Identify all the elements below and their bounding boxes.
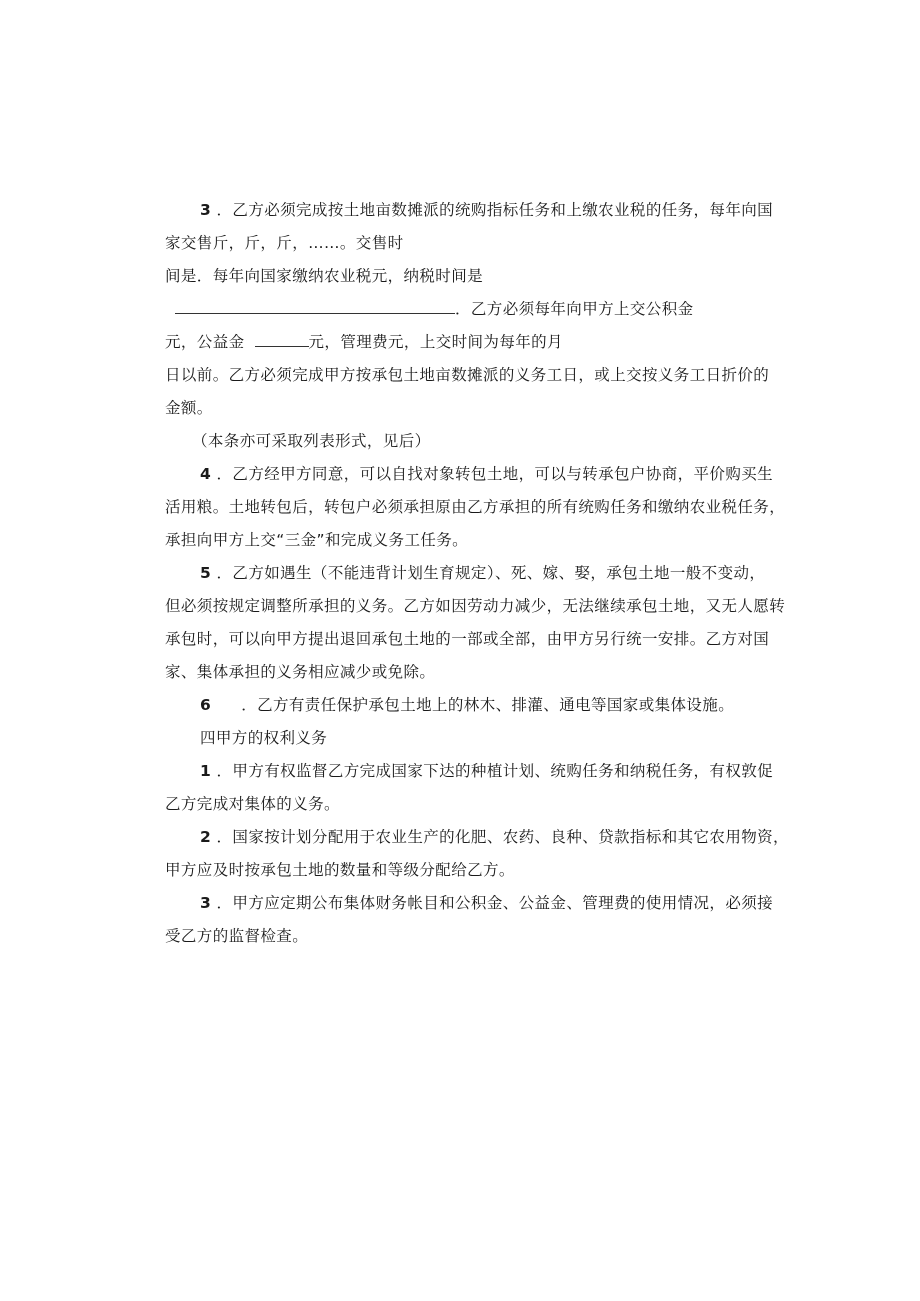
clause-3-line-5 (165, 332, 563, 352)
article-2-line-1 (200, 827, 789, 847)
clause-text: 承包时，可以向甲方提出退回承包土地的一部或全部，由甲方另行统一安排。乙方对国 (165, 630, 770, 648)
clause-number: 4 (200, 465, 212, 483)
clause-number: 3 (200, 201, 212, 219)
note-line (192, 431, 431, 451)
clause-3-line-4 (175, 299, 694, 319)
note-text: （本条亦可采取列表形式，见后） (192, 432, 431, 450)
clause-number: 2 (200, 828, 212, 846)
section-heading (200, 728, 327, 748)
article-1-line-2 (165, 794, 340, 814)
clause-text: 受乙方的监督检查。 (165, 927, 309, 945)
clause-4-line-2 (165, 497, 785, 517)
clause-3-line-1 (200, 200, 773, 220)
clause-text: 但必须按规定调整所承担的义务。乙方如因劳动力减少，无法继续承包土地，又无人愿转 (165, 597, 786, 615)
clause-text: 承担向甲方上交“三金”和完成义务工任务。 (165, 531, 469, 549)
clause-text: ．甲方有权监督乙方完成国家下达的种植计划、统购任务和纳税任务，有权敦促 (216, 762, 774, 780)
clause-text: ．乙方如遇生（不能违背计划生育规定）、死、嫁、娶，承包土地一般不变动， (216, 564, 766, 582)
article-3-line-2 (165, 926, 308, 946)
clause-6-line-1 (200, 695, 734, 715)
article-3-line-1 (200, 893, 773, 913)
clause-text: 间是．每年向国家缴纳农业税元，纳税时间是 (165, 267, 484, 285)
clause-text: 元，公益金 (165, 333, 245, 351)
article-2-line-2 (165, 860, 515, 880)
clause-number: 5 (200, 564, 212, 582)
clause-text: 家交售斤，斤，斤，……。交售时 (165, 234, 404, 252)
clause-text: ．乙方必须每年向甲方上交公积金 (455, 300, 694, 318)
clause-3-line-7 (165, 398, 213, 418)
clause-text: 日以前。乙方必须完成甲方按承包土地亩数摊派的义务工日，或上交按义务工日折价的 (165, 366, 770, 384)
clause-3-line-3 (165, 266, 483, 286)
clause-5-line-3 (165, 629, 769, 649)
clause-text: ．乙方必须完成按土地亩数摊派的统购指标任务和上缴农业税的任务，每年向国 (216, 201, 774, 219)
clause-3-line-2 (165, 233, 404, 253)
clause-text: 金额。 (165, 399, 213, 417)
section-title: 四甲方的权利义务 (200, 729, 328, 747)
clause-5-line-2 (165, 596, 785, 616)
clause-text: ．乙方有责任保护承包土地上的林木、排灌、通电等国家或集体设施。 (241, 696, 735, 714)
clause-text: ．甲方应定期公布集体财务帐目和公积金、公益金、管理费的使用情况，必须接 (216, 894, 774, 912)
clause-number: 3 (200, 894, 212, 912)
fill-in-blank[interactable] (255, 332, 309, 347)
clause-text: ．国家按计划分配用于农业生产的化肥、农药、良种、贷款指标和其它农用物资， (216, 828, 789, 846)
clause-number: 6 (200, 696, 212, 714)
clause-text: 元，管理费元，上交时间为每年的月 (308, 333, 563, 351)
clause-text: 家、集体承担的义务相应减少或免除。 (165, 663, 436, 681)
clause-4-line-3 (165, 530, 468, 550)
clause-4-line-1 (200, 464, 773, 484)
clause-text: ．乙方经甲方同意，可以自找对象转包土地，可以与转承包户协商，平价购买生 (216, 465, 774, 483)
clause-text: 乙方完成对集体的义务。 (165, 795, 340, 813)
clause-text: 甲方应及时按承包土地的数量和等级分配给乙方。 (165, 861, 515, 879)
clause-5-line-4 (165, 662, 435, 682)
article-1-line-1 (200, 761, 773, 781)
clause-text: 活用粮。土地转包后，转包户必须承担原由乙方承担的所有统购任务和缴纳农业税任务， (165, 498, 786, 516)
clause-3-line-6 (165, 365, 769, 385)
clause-number: 1 (200, 762, 212, 780)
clause-5-line-1 (200, 563, 765, 583)
fill-in-blank[interactable] (175, 299, 455, 314)
